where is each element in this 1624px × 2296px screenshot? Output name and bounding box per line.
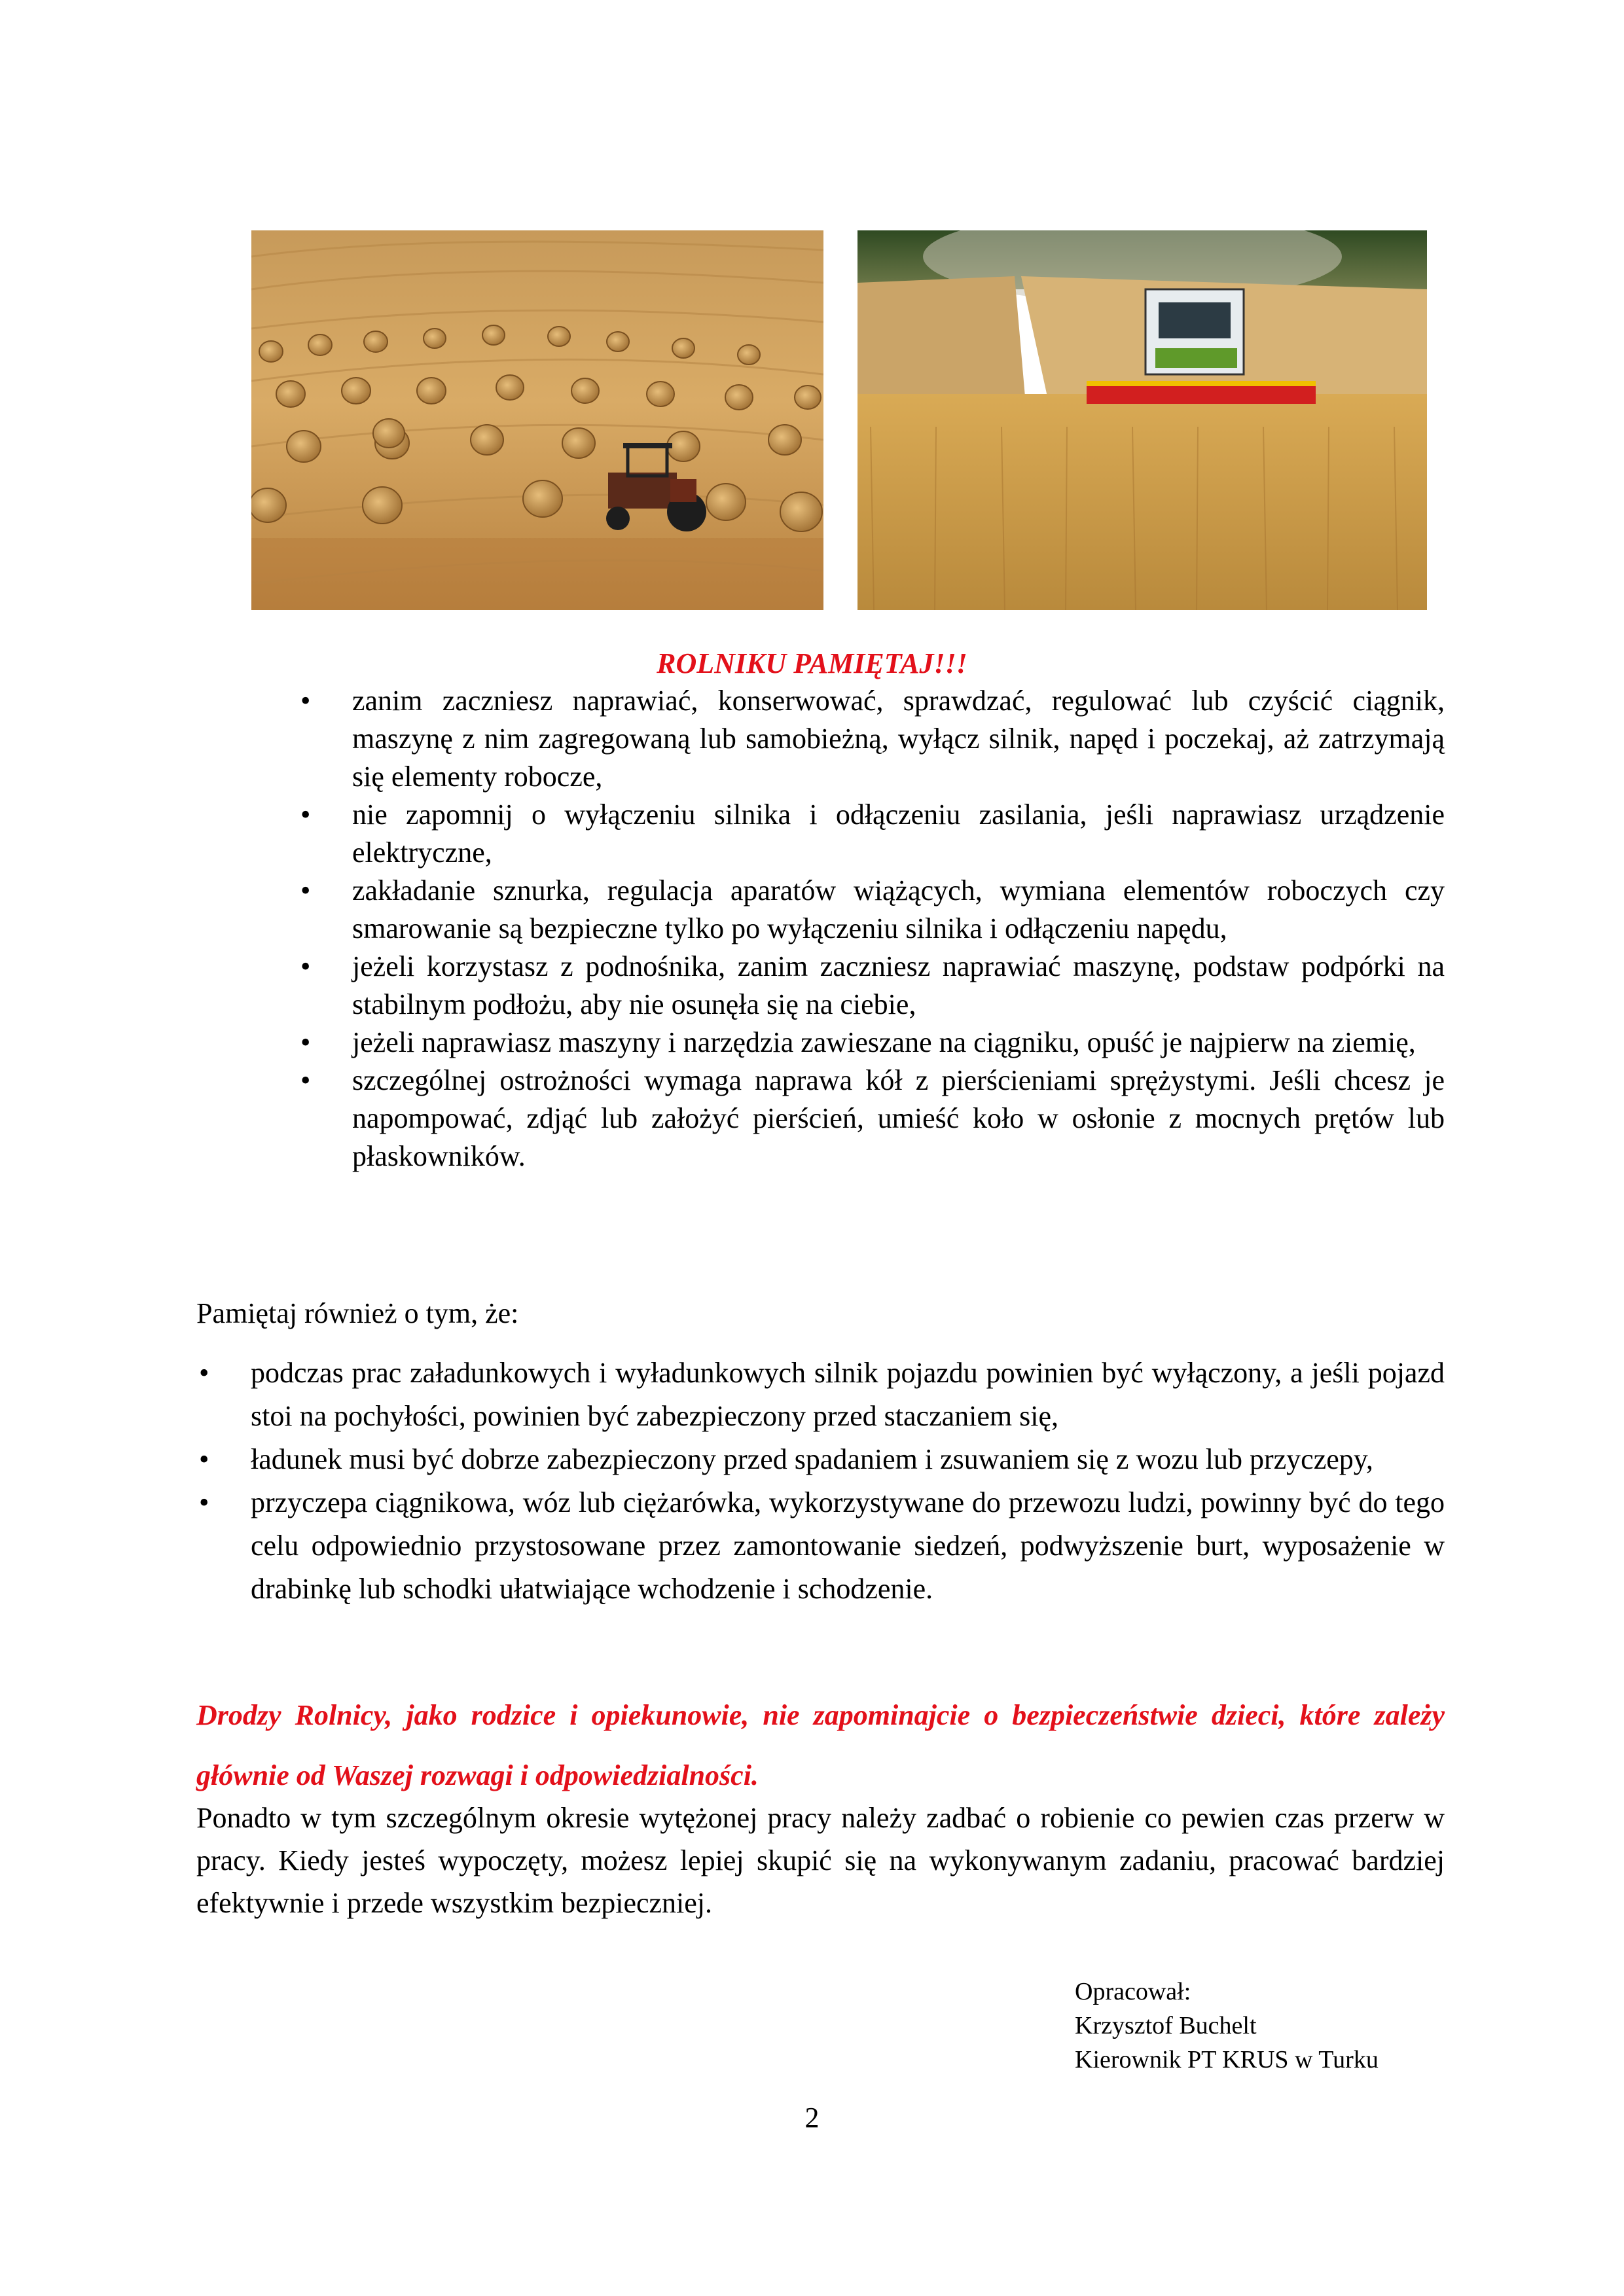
page-heading: ROLNIKU PAMIĘTAJ!!! bbox=[657, 647, 967, 679]
reminder-list bbox=[196, 1352, 1445, 1611]
author-block bbox=[1075, 1975, 1379, 2077]
list-item bbox=[196, 1481, 1445, 1611]
author-name: Krzysztof Buchelt bbox=[1075, 2012, 1257, 2039]
list-item bbox=[196, 1352, 1445, 1438]
list-item-text: podczas prac załadunkowych i wyładunkowych silnik pojazdu powinien być wyłączony, a jeśli pojazd stoi na pochyłości, powinien być zabezpieczony przed staczaniem się, bbox=[251, 1357, 1445, 1432]
hay-bales-tractor-photo bbox=[251, 230, 823, 610]
bullet: • bbox=[300, 1026, 311, 1058]
list-item-text: jeżeli naprawiasz maszyny i narzędzia zawieszane na ciągniku, opuść je najpierw na ziemię, bbox=[352, 1026, 1416, 1058]
list-item-text: szczególnej ostrożności wymaga naprawa kół z pierścieniami sprężystymi. Jeśli chcesz je napompować, zdjąć lub założyć pierścień, umieść koło w osłonie z mocnych prętów lub płaskowników. bbox=[352, 1064, 1445, 1172]
list-item bbox=[298, 872, 1445, 948]
author-position: Kierownik PT KRUS w Turku bbox=[1075, 2046, 1379, 2073]
bullet: • bbox=[300, 874, 311, 906]
bullet: • bbox=[300, 950, 311, 982]
list-item bbox=[298, 1062, 1445, 1175]
bullet: • bbox=[300, 798, 311, 831]
author-label: Opracował: bbox=[1075, 1978, 1191, 2005]
list-item bbox=[196, 1438, 1445, 1481]
list-item bbox=[298, 682, 1445, 796]
list-item-text: przyczepa ciągnikowa, wóz lub ciężarówka, wykorzystywane do przewozu ludzi, powinny być do tego celu odpowiednio przystosowane przez zamontowanie siedzeń, podwyższenie burt, wyposażenie w drabinkę lub schodki ułatwiające wchodzenie i schodzenie. bbox=[251, 1486, 1445, 1605]
safety-list bbox=[298, 682, 1445, 1175]
bullet: • bbox=[199, 1443, 209, 1475]
list-item-text: jeżeli korzystasz z podnośnika, zanim zaczniesz naprawiać maszynę, podstaw podpórki na stabilnym podłożu, aby nie osunęła się na ciebie, bbox=[352, 950, 1445, 1020]
reminder-intro: Pamiętaj również o tym, że: bbox=[196, 1297, 519, 1329]
list-item bbox=[298, 948, 1445, 1024]
bullet: • bbox=[199, 1486, 209, 1518]
list-item-text: zakładanie sznurka, regulacja aparatów wiążących, wymiana elementów roboczych czy smarowanie są bezpieczne tylko po wyłączeniu silnika i odłączeniu napędu, bbox=[352, 874, 1445, 944]
bullet: • bbox=[300, 1064, 311, 1096]
rest-breaks-paragraph: Ponadto w tym szczególnym okresie wytężonej pracy należy zadbać o robienie co pewien czas przerw w pracy. Kiedy jesteś wypoczęty, możesz lepiej skupić się na wykonywanym zadaniu, pracować bardziej efektywnie i przede wszystkim bezpieczniej. bbox=[196, 1802, 1445, 1919]
list-item bbox=[298, 796, 1445, 872]
bullet: • bbox=[300, 685, 311, 717]
list-item bbox=[298, 1024, 1445, 1062]
list-item-text: ładunek musi być dobrze zabezpieczony przed spadaniem i zsuwaniem się z wozu lub przyczepy, bbox=[251, 1443, 1373, 1475]
combine-harvester-photo bbox=[857, 230, 1427, 610]
list-item-text: zanim zaczniesz naprawiać, konserwować, sprawdzać, regulować lub czyścić ciągnik, maszynę z nim zagregowaną lub samobieżną, wyłącz silnik, napęd i poczekaj, aż zatrzymają się elementy robocze, bbox=[352, 685, 1445, 793]
page-number: 2 bbox=[804, 2102, 820, 2134]
bullet: • bbox=[199, 1357, 209, 1389]
list-item-text: nie zapomnij o wyłączeniu silnika i odłączeniu zasilania, jeśli naprawiasz urządzenie elektryczne, bbox=[352, 798, 1445, 869]
children-safety-paragraph: Drodzy Rolnicy, jako rodzice i opiekunowie, nie zapominajcie o bezpieczeństwie dzieci, które zależy głównie od Waszej rozwagi i odpowiedzialności. bbox=[196, 1699, 1445, 1791]
